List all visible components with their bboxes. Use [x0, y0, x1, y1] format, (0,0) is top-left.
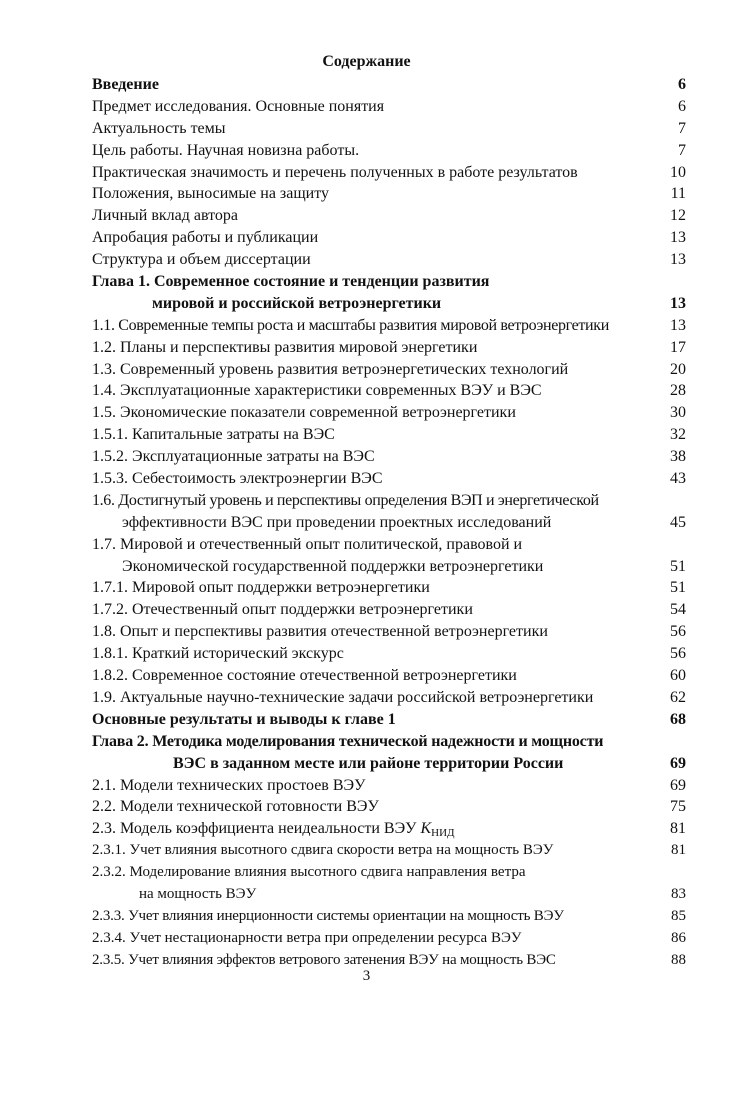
- toc-entry-page: 13: [670, 251, 686, 269]
- toc-entry-page: 13: [670, 229, 686, 247]
- toc-entry-page: 60: [670, 667, 686, 685]
- toc-entry-title: 1.4. Эксплуатационные характеристики современных ВЭУ и ВЭС: [92, 382, 542, 400]
- toc-entry-page: 38: [670, 448, 686, 466]
- toc-entry: [92, 140, 686, 162]
- toc-entry-page: 81: [671, 842, 686, 859]
- toc-entry: [92, 96, 686, 118]
- page-title: Содержание: [322, 53, 411, 70]
- coefficient-subscript: НИД: [431, 827, 455, 840]
- toc-entry-page: 30: [670, 404, 686, 422]
- toc-entry-title: 2.3. Модель коэффициента неидеальности ВЭУ KНИД: [92, 820, 455, 840]
- toc-entry-page: 13: [670, 294, 686, 312]
- toc-entry: [92, 621, 686, 643]
- toc-entry: [92, 709, 686, 731]
- toc-entry-page: 10: [670, 163, 686, 181]
- toc-entry-page: 51: [670, 579, 686, 597]
- toc-entry-title: 1.3. Современный уровень развития ветроэнергетических технологий: [92, 360, 569, 378]
- toc-entry-title: 1.5.3. Себестоимость электроэнергии ВЭС: [92, 470, 383, 488]
- toc-entry: [92, 731, 686, 753]
- toc-entry: [92, 512, 686, 534]
- toc-entry: [92, 315, 686, 337]
- toc-entry: [92, 884, 686, 906]
- toc-entry: [92, 162, 686, 184]
- toc-entry: [92, 293, 686, 315]
- toc-entry-page: 45: [670, 513, 686, 531]
- toc-entry-page: 69: [670, 754, 686, 772]
- toc-entry: [92, 446, 686, 468]
- toc-entry-title: 1.5.1. Капитальные затраты на ВЭС: [92, 426, 335, 444]
- toc-entry: [92, 271, 686, 293]
- toc-entry: [92, 643, 686, 665]
- toc-entry: [92, 928, 686, 950]
- toc-entry-page: 54: [670, 601, 686, 619]
- toc-entry: [92, 249, 686, 271]
- toc-entry-title: 1.7.1. Мировой опыт поддержки ветроэнергетики: [92, 579, 430, 597]
- toc-entry: [92, 205, 686, 227]
- toc-entry: [92, 818, 686, 840]
- toc-entry-page: 7: [678, 141, 686, 159]
- toc-entry-page: 32: [670, 426, 686, 444]
- toc-entry: [92, 118, 686, 140]
- toc-entry-title: 1.5. Экономические показатели современной ветроэнергетики: [92, 404, 516, 422]
- toc-entry: [92, 402, 686, 424]
- toc-entry: [92, 74, 686, 96]
- toc-entry-title: 1.8. Опыт и перспективы развития отечественной ветроэнергетики: [92, 623, 548, 641]
- toc-entry-page: 28: [670, 382, 686, 400]
- toc-entry-page: 17: [670, 338, 686, 356]
- toc-entry-page: 20: [670, 360, 686, 378]
- toc-entry-page: 6: [678, 76, 686, 93]
- toc-entry-title: 2.2. Модели технической готовности ВЭУ: [92, 798, 379, 816]
- toc-entry-title: 1.2. Планы и перспективы развития мировой энергетики: [92, 338, 478, 356]
- toc-entry-title: 1.5.2. Эксплуатационные затраты на ВЭС: [92, 448, 375, 466]
- page-number: 3: [362, 968, 371, 984]
- toc-entry: [92, 468, 686, 490]
- toc-entry: [92, 862, 686, 884]
- toc-entry-page: 86: [671, 929, 686, 946]
- toc-entry-page: 83: [671, 885, 686, 902]
- toc-entry-title: Структура и объем диссертации: [92, 251, 311, 269]
- toc-entry: [92, 775, 686, 797]
- toc-entry-title: 2.3.3. Учет влияния инерционности системы ориентации на мощность ВЭУ: [92, 907, 564, 924]
- toc-entry-title: Глава 2. Методика моделирования технической надежности и мощности: [92, 732, 604, 750]
- toc-entry-page: 12: [670, 207, 686, 225]
- toc-entry-title: 2.3.2. Моделирование влияния высотного сдвига направления ветра: [92, 864, 526, 881]
- toc-entry: [92, 227, 686, 249]
- toc-entry-title: 2.3.1. Учет влияния высотного сдвига скорости ветра на мощность ВЭУ: [92, 842, 554, 859]
- toc-entry: [92, 556, 686, 578]
- toc-entry-title: эффективности ВЭС при проведении проектных исследований: [122, 513, 552, 531]
- toc-entry-title: ВЭС в заданном месте или районе территории России: [173, 754, 564, 772]
- toc-entry: [92, 753, 686, 775]
- toc-entry-page: 69: [670, 776, 686, 794]
- toc-entry-page: 43: [670, 470, 686, 488]
- toc-entry-title: Введение: [92, 76, 159, 93]
- toc-entry-title: Глава 1. Современное состояние и тенденции развития: [92, 273, 490, 291]
- toc-entry-title: 1.7. Мировой и отечественный опыт политической, правовой и: [92, 535, 523, 553]
- toc-entry-title: мировой и российской ветроэнергетики: [152, 294, 442, 312]
- toc-entry: [92, 906, 686, 928]
- toc-entry: [92, 840, 686, 862]
- toc-entry-title: Основные результаты и выводы к главе 1: [92, 710, 396, 728]
- toc-entry: [92, 359, 686, 381]
- toc-entry: [92, 577, 686, 599]
- toc-entry-title: 1.8.1. Краткий исторический экскурс: [92, 645, 344, 663]
- toc-entry-title: Актуальность темы: [92, 119, 226, 137]
- toc-entry-title: 1.9. Актуальные научно-технические задачи российской ветроэнергетики: [92, 688, 594, 706]
- toc-entry-page: 75: [670, 798, 686, 816]
- toc-entry: [92, 380, 686, 402]
- toc-entry-title: 1.1. Современные темпы роста и масштабы развития мировой ветроэнергетики: [92, 316, 609, 334]
- toc-entry: [92, 183, 686, 205]
- toc-entry-title: Положения, выносимые на защиту: [92, 185, 330, 203]
- toc-entry-title: Практическая значимость и перечень полученных в работе результатов: [92, 163, 578, 181]
- toc-entry: [92, 796, 686, 818]
- toc-entry-page: 85: [671, 907, 686, 924]
- toc-entry-title: Предмет исследования. Основные понятия: [92, 97, 385, 115]
- toc-entry-page: 56: [670, 623, 686, 641]
- toc-entry: [92, 424, 686, 446]
- toc-entry-page: 81: [670, 820, 686, 838]
- toc-entry-page: 88: [671, 951, 686, 968]
- toc-entry-page: 6: [678, 97, 686, 115]
- toc-entry-title: Апробация работы и публикации: [92, 229, 319, 247]
- toc-entry-title: Личный вклад автора: [92, 207, 239, 225]
- toc-entry-title: 2.3.5. Учет влияния эффектов ветрового затенения ВЭУ на мощность ВЭС: [92, 951, 556, 968]
- toc-entry: [92, 490, 686, 512]
- toc-entry-page: 56: [670, 645, 686, 663]
- toc-entry-page: 11: [670, 185, 686, 203]
- toc-entry-page: 62: [670, 688, 686, 706]
- toc-entry-page: 7: [678, 119, 686, 137]
- toc-entry-title: на мощность ВЭУ: [139, 885, 257, 902]
- toc-entry: [92, 665, 686, 687]
- toc-entry-title: 1.7.2. Отечественный опыт поддержки ветроэнергетики: [92, 601, 473, 619]
- toc-entry: [92, 534, 686, 556]
- toc-entry-title: 2.3.4. Учет нестационарности ветра при определении ресурса ВЭУ: [92, 929, 522, 946]
- toc-entry: [92, 337, 686, 359]
- toc-entry-title: Экономической государственной поддержки ветроэнергетики: [122, 557, 544, 575]
- toc-entry-title: 2.1. Модели технических простоев ВЭУ: [92, 776, 366, 794]
- toc-entry-title: Цель работы. Научная новизна работы.: [92, 141, 360, 159]
- toc-entry-title: 1.6. Достигнутый уровень и перспективы определения ВЭП и энергетической: [92, 491, 599, 509]
- toc-entry-title: 1.8.2. Современное состояние отечественной ветроэнергетики: [92, 667, 517, 685]
- coefficient-symbol: K: [420, 820, 432, 838]
- table-of-contents: [92, 74, 686, 972]
- toc-entry-page: 51: [670, 557, 686, 575]
- toc-entry-page: 68: [670, 710, 686, 728]
- toc-entry-page: 13: [670, 316, 686, 334]
- toc-entry: [92, 687, 686, 709]
- toc-entry: [92, 599, 686, 621]
